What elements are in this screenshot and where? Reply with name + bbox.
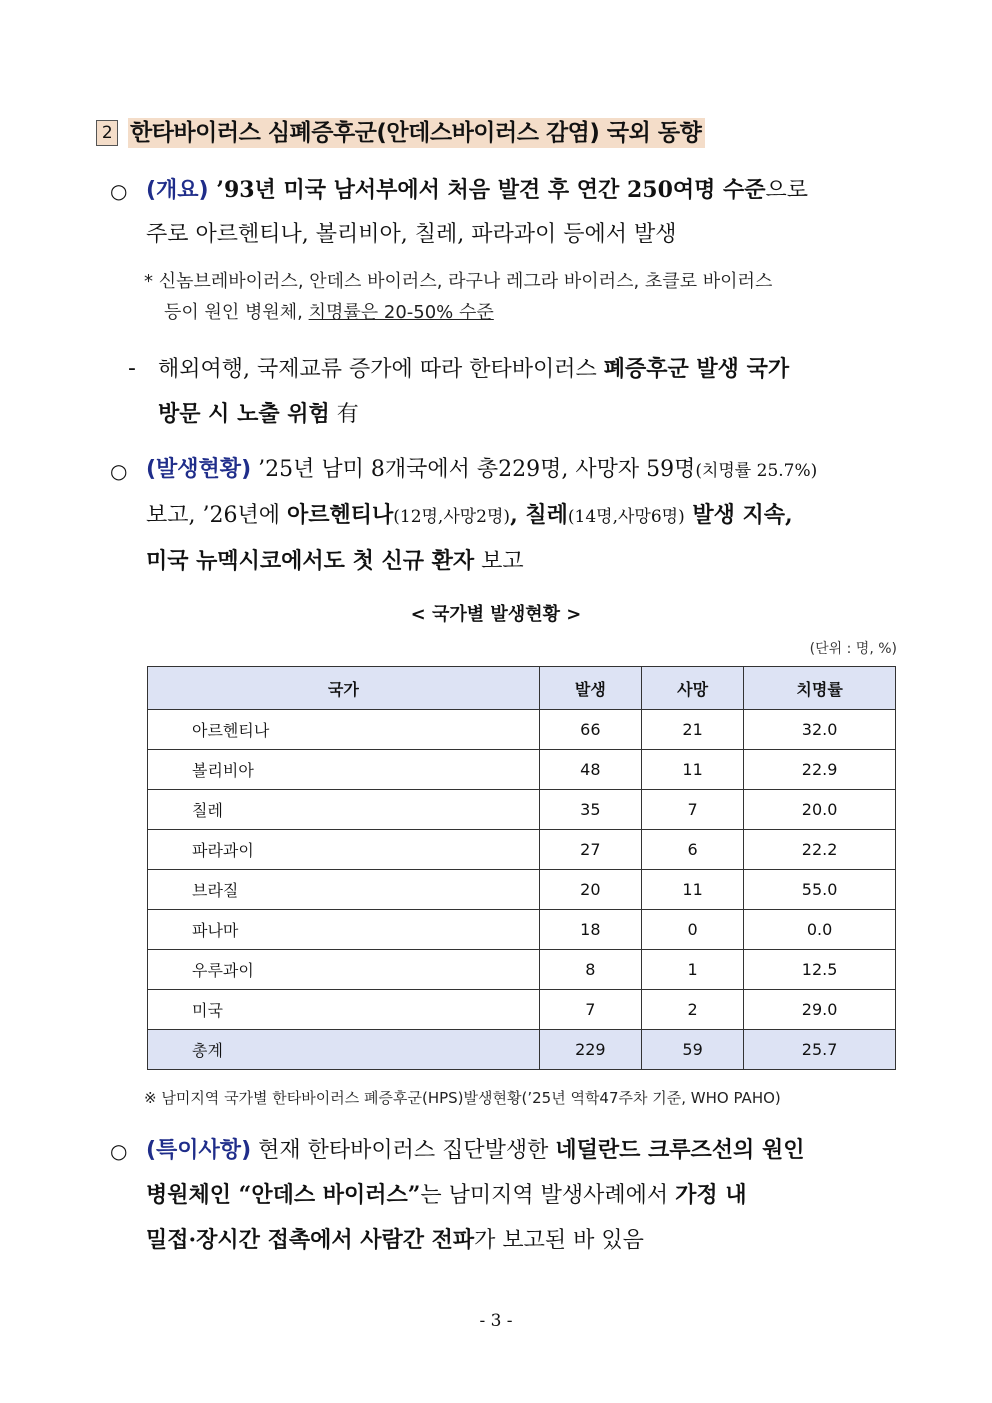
cell-fatality: 32.0 <box>744 710 896 750</box>
cell-deaths: 6 <box>641 830 743 870</box>
cell-fatality: 12.5 <box>744 950 896 990</box>
cell-cases: 20 <box>539 870 641 910</box>
status-text-5: (12명,사망2명) <box>393 507 511 527</box>
table-source-note: ※ 남미지역 국가별 한타바이러스 폐증후군(HPS)발생현황(’25년 역학47주차 기준, WHO PAHO) <box>144 1089 781 1107</box>
status-text-9: 발생 지속, <box>684 502 793 528</box>
cell-fatality: 55.0 <box>744 870 896 910</box>
cell-country: 파나마 <box>148 910 540 950</box>
special-paragraph <box>146 1128 896 1263</box>
status-text-3: 보고, ’26년에 <box>146 503 287 528</box>
special-text-5: 가정 내 <box>675 1182 747 1208</box>
special-text-3: 병원체인 “안데스 바이러스” <box>146 1182 421 1208</box>
status-text-2: (치명률 25.7%) <box>695 461 818 481</box>
cell-fatality: 20.0 <box>744 790 896 830</box>
status-text-10: 미국 뉴멕시코에서도 첫 신규 환자 <box>146 548 475 574</box>
status-text-11: 보고 <box>474 549 524 574</box>
overview-bullet: ○ <box>110 179 128 203</box>
table-unit: (단위 : 명, %) <box>809 641 897 657</box>
special-text-7: 가 보고된 바 있음 <box>474 1228 644 1253</box>
cell-fatality: 22.9 <box>744 750 896 790</box>
cell-deaths: 21 <box>641 710 743 750</box>
table-total-row <box>148 1030 896 1070</box>
cell-country: 칠레 <box>148 790 540 830</box>
cell-country: 총계 <box>148 1030 540 1070</box>
cell-country: 브라질 <box>148 870 540 910</box>
overview-label: (개요) <box>146 178 209 203</box>
note-fatality-underlined: 치명률은 20-50% 수준 <box>308 302 494 323</box>
header-deaths: 사망 <box>641 667 743 710</box>
note-line-2 <box>144 297 896 328</box>
header-fatality: 치명률 <box>744 667 896 710</box>
table-row <box>148 990 896 1030</box>
travel-text-2: 폐증후군 발생 국가 <box>603 356 790 382</box>
overview-text-2: 으로 <box>765 178 809 203</box>
overview-line2: 주로 아르헨티나, 볼리비아, 칠레, 파라과이 등에서 발생 <box>146 222 677 247</box>
cell-fatality: 25.7 <box>744 1030 896 1070</box>
table-row <box>148 910 896 950</box>
status-text-6: , <box>510 502 526 528</box>
special-bullet: ○ <box>110 1139 128 1163</box>
cell-country: 미국 <box>148 990 540 1030</box>
section-number-box: 2 <box>96 120 118 146</box>
cell-fatality: 0.0 <box>744 910 896 950</box>
status-text-4: 아르헨티나 <box>286 502 394 528</box>
cell-deaths: 59 <box>641 1030 743 1070</box>
cell-cases: 7 <box>539 990 641 1030</box>
special-text-6: 밀접·장시간 접촉에서 사람간 전파 <box>146 1227 475 1253</box>
cell-deaths: 11 <box>641 870 743 910</box>
table-row <box>148 750 896 790</box>
travel-paragraph <box>158 347 896 437</box>
cell-country: 볼리비아 <box>148 750 540 790</box>
cell-deaths: 0 <box>641 910 743 950</box>
travel-text-3: 방문 시 노출 위험 <box>158 401 330 427</box>
table-row <box>148 790 896 830</box>
special-text-4: 는 남미지역 발생사례에서 <box>420 1183 676 1208</box>
cell-country: 파라과이 <box>148 830 540 870</box>
cell-deaths: 7 <box>641 790 743 830</box>
header-cases: 발생 <box>539 667 641 710</box>
country-table <box>147 666 896 1070</box>
cell-country: 아르헨티나 <box>148 710 540 750</box>
travel-dash: - <box>128 356 136 381</box>
section-title-text: 한타바이러스 심폐증후군(안데스바이러스 감염) 국외 동향 <box>128 118 705 148</box>
cell-fatality: 29.0 <box>744 990 896 1030</box>
page-number: - 3 - <box>479 1311 513 1331</box>
status-text-7: 칠레 <box>525 502 568 528</box>
cell-cases: 48 <box>539 750 641 790</box>
special-label: (특이사항) <box>146 1138 252 1163</box>
overview-text-1: ’93년 미국 남서부에서 처음 발견 후 연간 250여명 수준 <box>208 177 766 203</box>
cell-cases: 8 <box>539 950 641 990</box>
note-line-1: * 신놈브레바이러스, 안데스 바이러스, 라구나 레그라 바이러스, 초클로 바이러스 <box>144 271 773 292</box>
special-text-1: 현재 한타바이러스 집단발생한 <box>251 1138 556 1163</box>
cell-cases: 35 <box>539 790 641 830</box>
travel-text-4: 有 <box>329 402 359 427</box>
table-caption: < 국가별 발생현황 > <box>410 604 582 625</box>
cell-fatality: 22.2 <box>744 830 896 870</box>
status-label: (발생현황) <box>146 457 252 482</box>
status-text-1: ’25년 남미 8개국에서 총229명, 사망자 59명 <box>251 457 696 482</box>
status-text-8: (14명,사망6명) <box>567 507 685 527</box>
cell-deaths: 11 <box>641 750 743 790</box>
overview-paragraph <box>146 168 896 257</box>
table-row <box>148 710 896 750</box>
overview-note <box>144 266 896 328</box>
table-row <box>148 870 896 910</box>
cell-deaths: 2 <box>641 990 743 1030</box>
note-line-2a: 등이 원인 병원체, <box>164 302 309 323</box>
table-row <box>148 950 896 990</box>
travel-text-1: 해외여행, 국제교류 증가에 따라 한타바이러스 <box>158 357 604 382</box>
header-country: 국가 <box>148 667 540 710</box>
cell-cases: 27 <box>539 830 641 870</box>
special-text-2: 네덜란드 크루즈선의 원인 <box>555 1137 805 1163</box>
table-header-row <box>148 667 896 710</box>
cell-deaths: 1 <box>641 950 743 990</box>
cell-cases: 229 <box>539 1030 641 1070</box>
table-row <box>148 830 896 870</box>
status-bullet: ○ <box>110 459 128 483</box>
cell-cases: 66 <box>539 710 641 750</box>
cell-cases: 18 <box>539 910 641 950</box>
section-title <box>96 114 705 147</box>
status-paragraph <box>146 448 898 584</box>
cell-country: 우루과이 <box>148 950 540 990</box>
